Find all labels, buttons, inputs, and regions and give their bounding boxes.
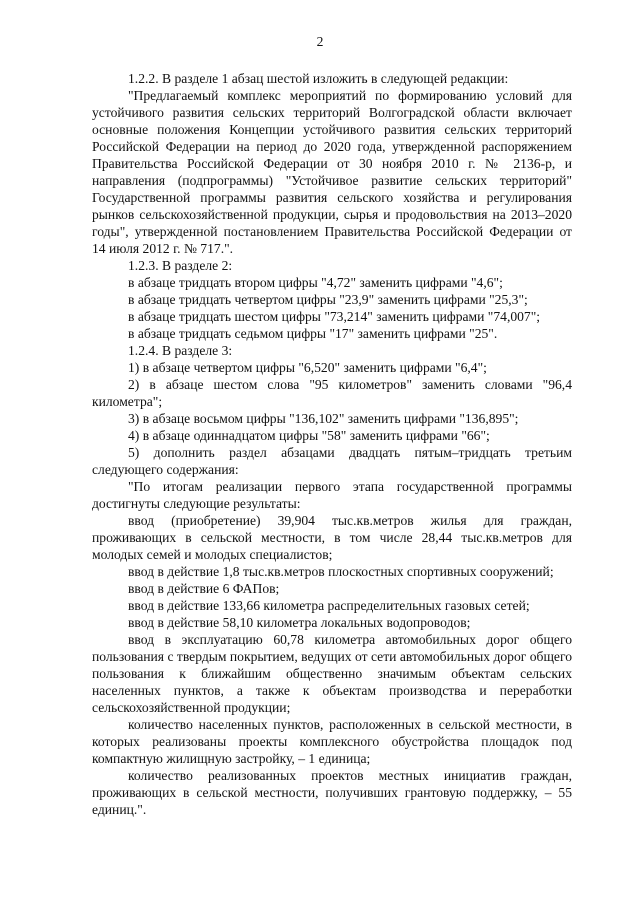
- paragraph-change-37: в абзаце тридцать седьмом цифры "17" заменить цифрами "25".: [128, 326, 498, 341]
- document-body: [92, 70, 572, 818]
- paragraph-result-settlements: количество населенных пунктов, расположенных в сельской местности, в которых реализованы проекты комплексного обустройства площадок под компактную жилищную застройку, – 1 единица;: [92, 717, 572, 766]
- paragraph-result-gas: ввод в действие 133,66 километра распределительных газовых сетей;: [128, 598, 530, 613]
- paragraph-item-5: 5) дополнить раздел абзацами двадцать пятым–тридцать третьим следующего содержания:: [92, 445, 572, 477]
- paragraph-change-36: в абзаце тридцать шестом цифры "73,214" заменить цифрами "74,007";: [128, 309, 541, 324]
- paragraph-section-1-2-3: 1.2.3. В разделе 2:: [128, 258, 233, 273]
- paragraph-change-34: в абзаце тридцать четвертом цифры "23,9" заменить цифрами "25,3";: [128, 292, 528, 307]
- paragraph-result-grants: количество реализованных проектов местных инициатив граждан, проживающих в сельской местности, получивших грантовую поддержку, – 55 единиц.".: [92, 768, 572, 817]
- paragraph-section-1-2-4: 1.2.4. В разделе 3:: [128, 343, 233, 358]
- paragraph-new-wording: "Предлагаемый комплекс мероприятий по формированию условий для устойчивого развития сельских территорий Волгоградской области включает основные положения Концепции устойчивого развития сельских территорий Российской Федерации на период до 2020 года, утвержденной распоряжением Правительства Российской Федерации от 30 ноября 2010 г. № 2136-р, и направления (подпрограммы) "Устойчивое развитие сельских территорий" Государственной программы развития сельского хозяйства и регулирования рынков сельскохозяйственной продукции, сырья и продовольствия на 2013–2020 годы", утвержденной постановлением Правительства Российской Федерации от 14 июля 2012 г. № 717.".: [92, 88, 572, 256]
- paragraph-change-32: в абзаце тридцать втором цифры "4,72" заменить цифрами "4,6";: [128, 275, 503, 290]
- paragraph-result-fap: ввод в действие 6 ФАПов;: [128, 581, 280, 596]
- paragraph-item-3: 3) в абзаце восьмом цифры "136,102" заменить цифрами "136,895";: [128, 411, 519, 426]
- paragraph-section-1-2-2: 1.2.2. В разделе 1 абзац шестой изложить в следующей редакции:: [128, 71, 509, 86]
- paragraph-result-sports: ввод в действие 1,8 тыс.кв.метров плоскостных спортивных сооружений;: [128, 564, 554, 579]
- paragraph-item-2: 2) в абзаце шестом слова "95 километров" заменить словами "96,4 километра";: [92, 377, 572, 409]
- paragraph-item-4: 4) в абзаце одиннадцатом цифры "58" заменить цифрами "66";: [128, 428, 490, 443]
- page-number: 2: [316, 34, 324, 49]
- paragraph-results-intro: "По итогам реализации первого этапа государственной программы достигнуты следующие результаты:: [92, 479, 572, 511]
- paragraph-result-water: ввод в действие 58,10 километра локальных водопроводов;: [128, 615, 471, 630]
- paragraph-item-1: 1) в абзаце четвертом цифры "6,520" заменить цифрами "6,4";: [128, 360, 487, 375]
- paragraph-result-housing: ввод (приобретение) 39,904 тыс.кв.метров жилья для граждан, проживающих в сельской местности, в том числе 28,44 тыс.кв.метров для молодых семей и молодых специалистов;: [92, 513, 572, 562]
- paragraph-result-roads: ввод в эксплуатацию 60,78 километра автомобильных дорог общего пользования с твердым покрытием, ведущих от сети автомобильных дорог общего пользования к ближайшим общественно значимым объектам сельских населенных пунктов, а также к объектам производства и переработки сельскохозяйственной продукции;: [92, 632, 572, 715]
